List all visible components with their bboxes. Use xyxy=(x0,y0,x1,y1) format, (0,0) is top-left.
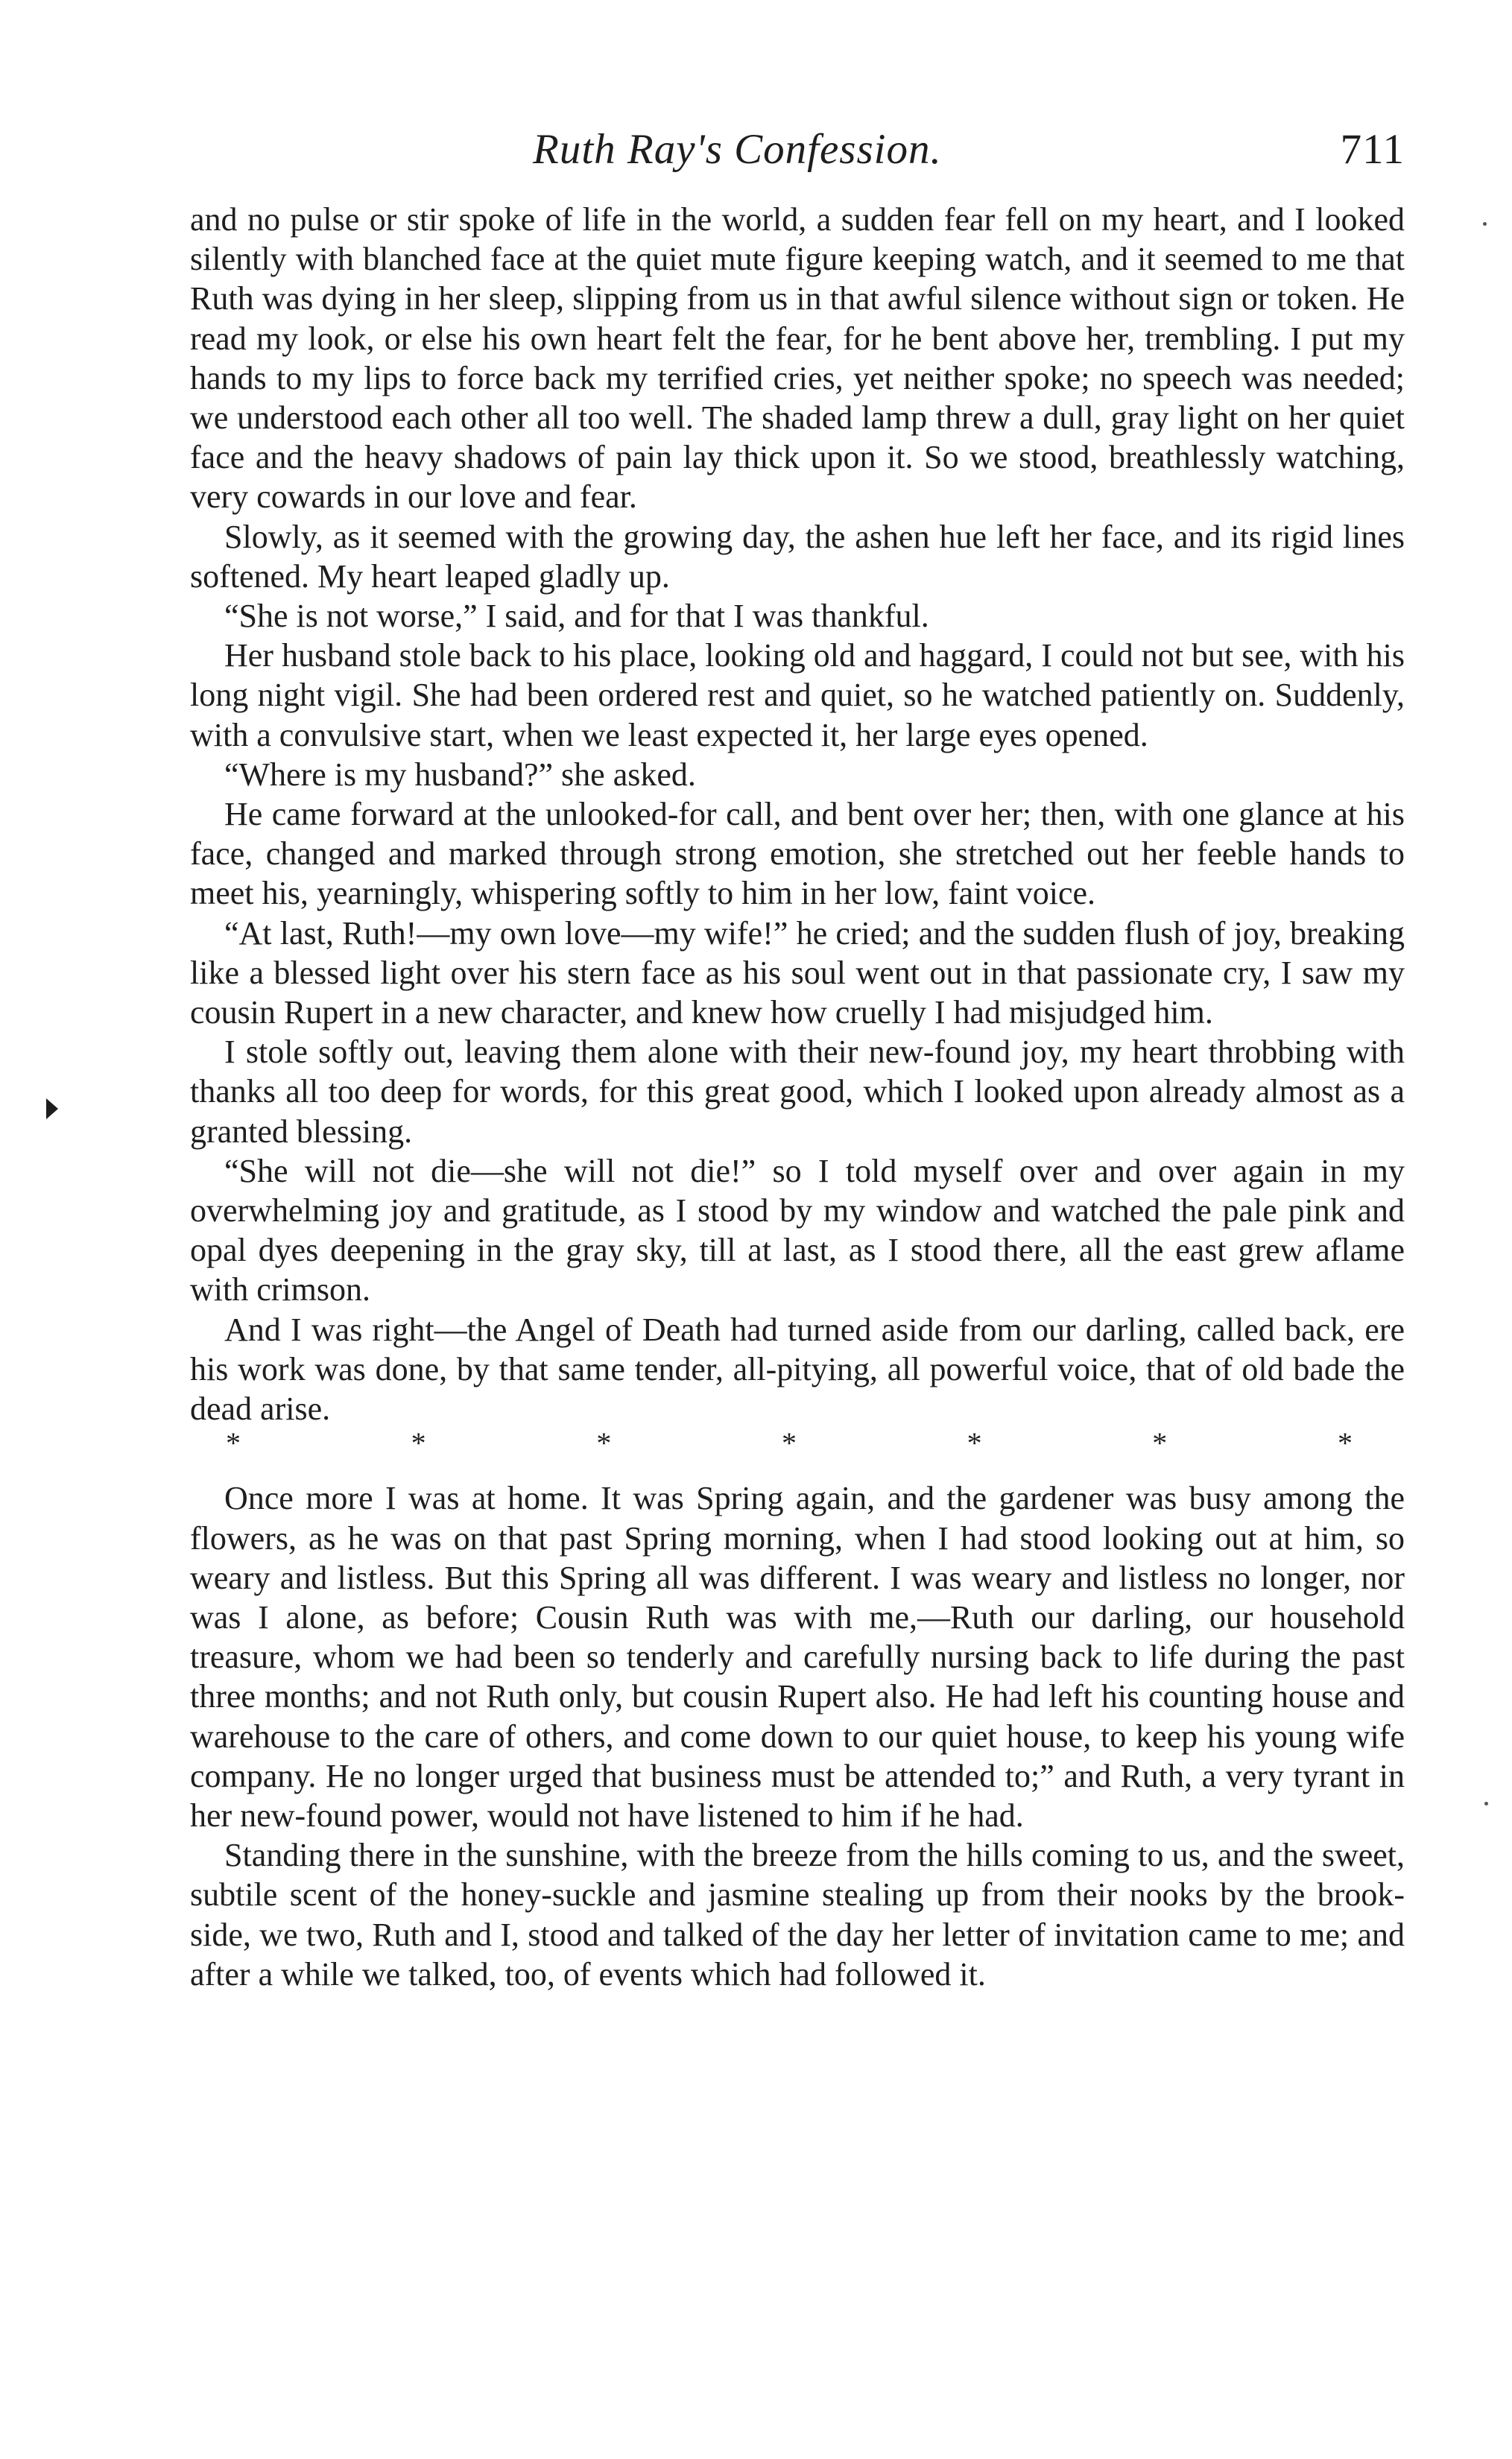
paragraph: and no pulse or stir spoke of life in the world, a sudden fear fell on my heart, and I looked silently with blanched face at the quiet mute figure keeping watch, and it seemed to me that Ruth was dying in her sleep, slipping from us in that awful silence without sign or token. He read my look, or else his own heart felt the fear, for he bent above her, trembling. I put my hands to my lips to force back my terrified cries, yet neither spoke; no speech was needed; we understood each other all too well. The shaded lamp threw a dull, gray light on her quiet face and the heavy shadows of pain lay thick upon it. So we stood, breathlessly watching, very cowards in our love and fear. xyxy=(190,201,1405,516)
margin-arrow-icon xyxy=(46,1098,58,1119)
paragraph: “At last, Ruth!—my own love—my wife!” he cried; and the sudden flush of joy, breaking like a blessed light over his stern face as his soul went out in that passionate cry, I saw my cousin Rupert in a new character, and knew how cruelly I had misjudged him. xyxy=(190,914,1405,1031)
page-number: 711 xyxy=(1340,126,1405,173)
paragraph: “Where is my husband?” she asked. xyxy=(224,756,696,793)
asterisk: * xyxy=(226,1426,241,1460)
paragraph: Slowly, as it seemed with the growing day, the ashen hue left her face, and its rigid lines softened. My heart leaped gladly up. xyxy=(190,518,1405,595)
body-text xyxy=(190,200,1405,1994)
asterisk: * xyxy=(1337,1426,1353,1460)
paragraph: He came forward at the unlooked-for call, and bent over her; then, with one glance at his face, changed and marked through strong emotion, she stretched out her feeble hands to meet his, yearningly, whispering softly to him in her low, faint voice. xyxy=(190,796,1405,912)
margin-dot xyxy=(1484,1802,1488,1806)
asterisk: * xyxy=(967,1426,982,1460)
paragraph: “She is not worse,” I said, and for that I was thankful. xyxy=(224,598,929,635)
paragraph: And I was right—the Angel of Death had turned aside from our darling, called back, ere his work was done, by that same tender, all-pitying, all powerful voice, that of old bade the dead arise. xyxy=(190,1311,1405,1428)
running-head xyxy=(190,125,1405,192)
margin-dot xyxy=(1483,222,1487,226)
asterisk: * xyxy=(596,1426,612,1460)
paragraph: I stole softly out, leaving them alone with their new-found joy, my heart throbbing with thanks all too deep for words, for this great good, which I looked upon already almost as a granted blessing. xyxy=(190,1034,1405,1150)
running-title: Ruth Ray's Confession. xyxy=(533,126,942,173)
paragraph: Her husband stole back to his place, looking old and haggard, I could not but see, with his long night vigil. She had been ordered rest and quiet, so he watched patiently on. Suddenly, with a convulsive start, when we least expected it, her large eyes opened. xyxy=(190,637,1405,753)
paragraph: Once more I was at home. It was Spring again, and the gardener was busy among the flowers, as he was on that past Spring morning, when I had stood looking out at him, so weary and listless. But this Spring all was different. I was weary and listless no longer, nor was I alone, as before; Cousin Ruth was with me,—Ruth our darling, our household treasure, whom we had been so tenderly and carefully nursing back to life during the past three months; and not Ruth only, but cousin Rupert also. He had left his counting house and warehouse to the care of others, and come down to our quiet house, to keep his young wife company. He no longer urged that business must be attended to;” and Ruth, a very tyrant in her new-found power, would not have listened to him if he had. xyxy=(190,1480,1405,1834)
paragraph: Standing there in the sunshine, with the breeze from the hills coming to us, and the sweet, subtile scent of the honey-suckle and jasmine stealing up from their nooks by the brook-side, we two, Ruth and I, stood and talked of the day her letter of invitation came to me; and after a while we talked, too, of events which had followed it. xyxy=(190,1837,1405,1993)
section-break xyxy=(190,1428,1405,1468)
paragraph: “She will not die—she will not die!” so I told myself over and over again in my overwhelming joy and gratitude, as I stood by my window and watched the pale pink and opal dyes deepening in the gray sky, till at last, as I stood there, all the east grew aflame with crimson. xyxy=(190,1152,1405,1308)
asterisk: * xyxy=(781,1426,797,1460)
asterisk: * xyxy=(1152,1426,1168,1460)
asterisk: * xyxy=(411,1426,426,1460)
